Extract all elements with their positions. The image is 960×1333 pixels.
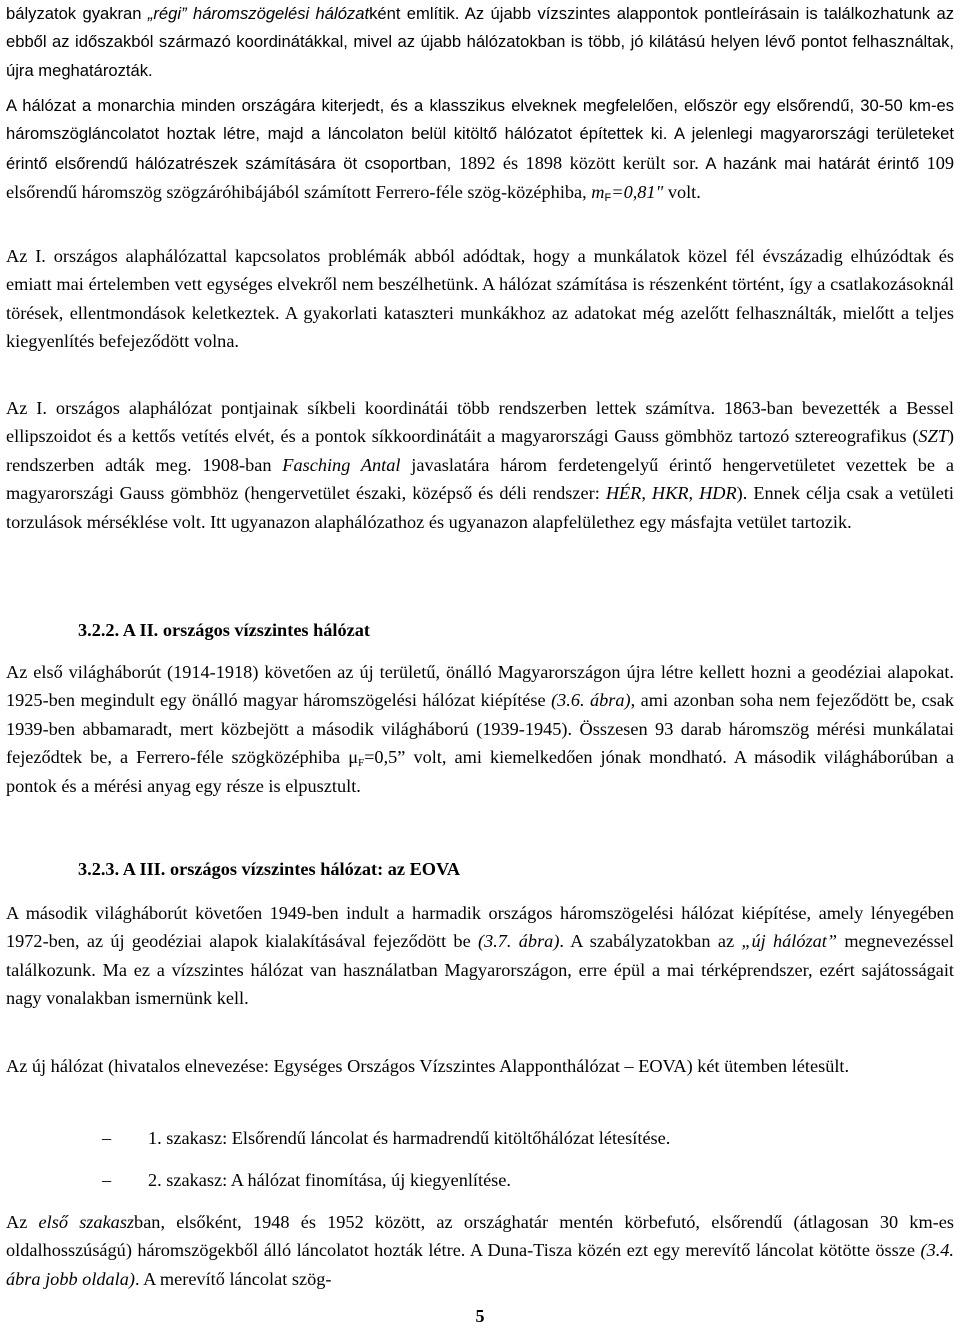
- paragraph-coordinate-systems: Az I. országos alaphálózat pontjainak síkbeli koordinátái több rendszerben lettek számítva. 1863-ban bevezették a Bessel ellipszoidot és a kettős vetítés elvét, és a pontok síkkoordinátáit a magyarországi Gauss gömbhöz tartozó sztereografikus (SZT) rendszerben adták meg. 1908-ban Fasching Antal javaslatára három ferdetengelyű érintő hengervetületet vezettek be a magyarországi Gauss gömbhöz (hengervetület északi, középső és déli rendszer: HÉR, HKR, HDR). Ennek célja csak a vetületi torzulások mérséklése volt. Itt ugyanazon alaphálózathoz és ugyanazon alapfelülethez egy másfajta vetület tartozik.: [6, 398, 955, 532]
- paragraph-intro-continued: bályzatok gyakran „régi” háromszögelési hálózatként említik. Az újabb vízszintes alappontok pontleírásain is találkozhatunk az ebből az időszakból származó koordinátákkal, mivel az újabb hálózatokban is több, jó kilátású helyen lévő pontot felhasználtak, újra meghatározták.: [6, 4, 954, 80]
- paragraph-second-network: Az első világháborút (1914-1918) követően az új területű, önálló Magyarországon újra létre kellett hozni a geodéziai alapokat. 1925-ben megindult egy önálló magyar háromszögelési hálózat kiépítése (3.6. ábra), ami azonban soha nem fejeződött be, csak 1939-ben abbamaradt, mert közbejött a második világháború (1939-1945). Összesen 93 darab háromszög mérési munkálatai fejeződtek be, a Ferrero-féle szögközéphiba $\mu_F=0,5$” volt, ami kiemelkedően jónak mondható. A második világháborúban a pontok és a mérési anyag egy része is elpusztult.: [6, 662, 954, 796]
- section-heading-3-2-2: 3.2.2. A II. országos vízszintes hálózat: [78, 620, 370, 640]
- emphasis-new-network: „új hálózat”: [741, 931, 838, 952]
- paragraph-eova-name: Az új hálózat (hivatalos elnevezése: Egységes Országos Vízszintes Alapponthálózat – EOVA) két ütemben létesült.: [6, 1056, 850, 1076]
- emphasis-old-network: „régi” háromszögelési hálózat: [147, 4, 370, 23]
- page-number: 5: [475, 1306, 485, 1326]
- paragraph-third-network: A második világháborút követően 1949-ben indult a harmadik országos háromszögelési hálózat kiépítése, amely lényegében 1972-ben, az új geodéziai alapok kialakításával fejeződött be (3.7. ábra). A szabályzatokban az „új hálózat” megnevezéssel találkozunk. Ma ez a vízszintes hálózat van használatban Magyarországon, erre épül a mai térképrendszer, ezért sajátosságait nagy vonalakban ismernünk kell.: [6, 903, 954, 1009]
- person-name: Fasching Antal: [282, 454, 401, 475]
- figure-reference: (3.4. ábra jobb oldala): [6, 1240, 954, 1289]
- figure-reference: (3.6. ábra): [551, 690, 631, 711]
- list-item: – 2. szakasz: A hálózat finomítása, új kiegyenlítése.: [102, 1170, 511, 1190]
- section-heading-3-2-3: 3.2.3. A III. országos vízszintes hálózat: az EOVA: [78, 859, 461, 879]
- paragraph-monarchy-network: A hálózat a monarchia minden országára kiterjedt, és a klasszikus elveknek megfelelően, először egy elsőrendű, 30-50 km-es háromszögláncolatot hoztak létre, majd a láncolaton belül kitöltő hálózatot építettek ki. A jelenlegi magyarországi területeket érintő elsőrendű hálózatrészek számítására öt csoportban, 1892 és 1898 között került sor. A hazánk mai határát érintő 109 elsőrendű háromszög szögzáróhibájából számított Ferrero-féle szög-középhiba, $m_F=0,81$" volt.: [6, 96, 954, 205]
- paragraph-first-stage: Az első szakaszban, elsőként, 1948 és 1952 között, az országhatár mentén körbefutó, elsőrendű (átlagosan 30 km-es oldalhosszúságú) háromszögekből álló láncolatot hozták létre. A Duna-Tisza közén ezt egy merevítő láncolat kötötte össze (3.4. ábra jobb oldala). A merevítő láncolat szög-: [6, 1212, 954, 1289]
- paragraph-first-network-problems: Az I. országos alaphálózattal kapcsolatos problémák abból adódtak, hogy a munkálatok közel fél évszázadig elhúzódtak és emiatt mai értelemben vett egységes elvekről nem beszélhetünk. A hálózat számítása is részenként történt, így a csatlakozásoknál törések, ellentmondások keletkeztek. A gyakorlati kataszteri munkákhoz az adatokat még azelőtt felhasználták, mielőtt a teljes kiegyenlítés befejeződött volna.: [6, 246, 954, 352]
- figure-reference: (3.7. ábra): [477, 931, 560, 952]
- list-item: – 1. szakasz: Elsőrendű láncolat és harmadrendű kitöltőhálózat létesítése.: [102, 1128, 671, 1148]
